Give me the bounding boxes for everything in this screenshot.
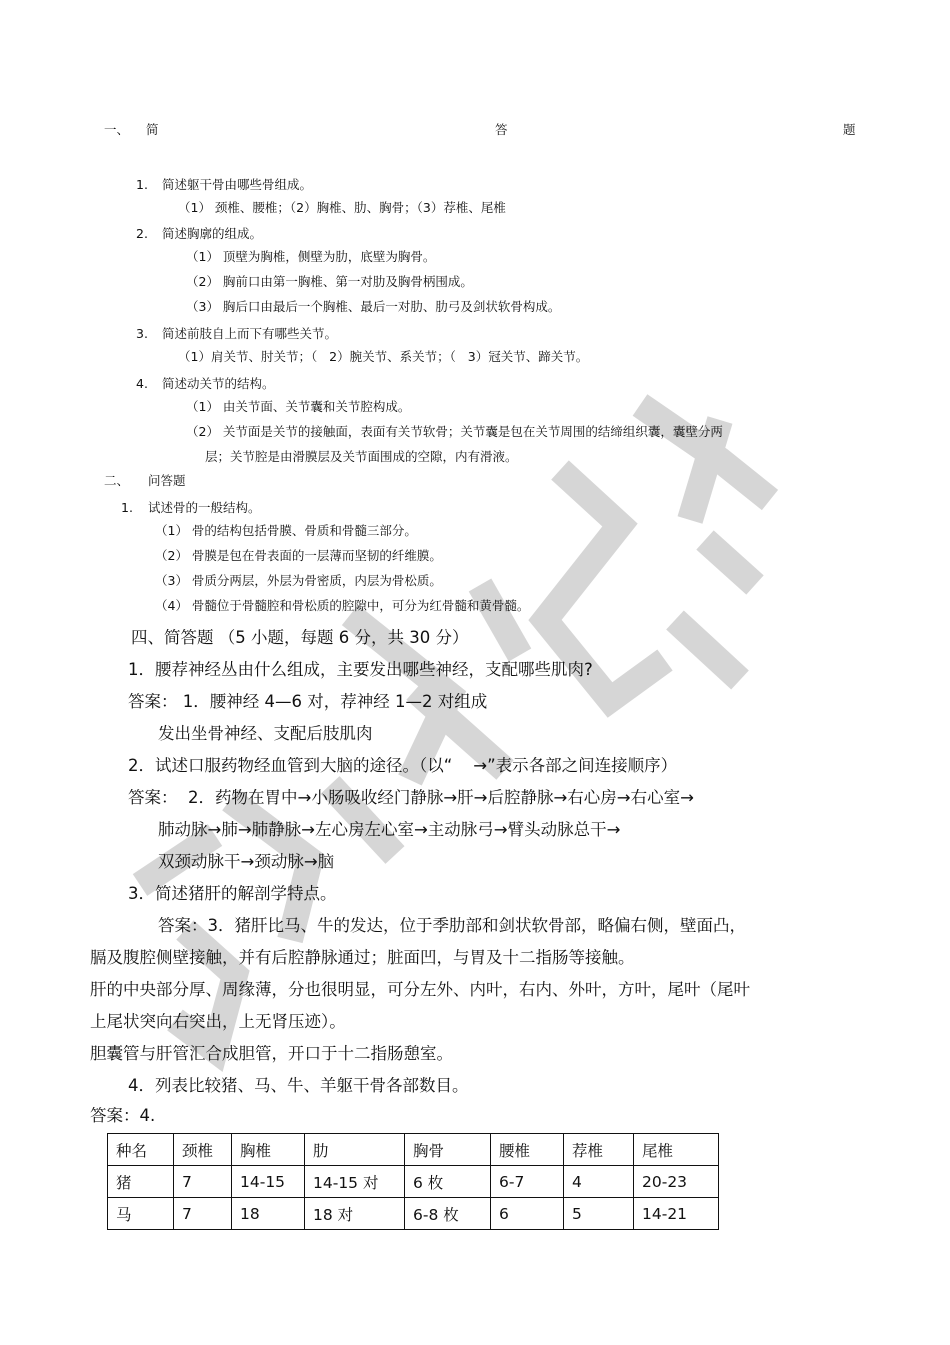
item-answer: （4） 骨髓位于骨髓腔和骨松质的腔隙中，可分为红骨髓和黄骨髓。 — [155, 598, 530, 613]
item-answer: （2） 关节面是关节的接触面，表面有关节软骨；关节囊是包在关节周围的结缔组织囊，囊壁分两 — [186, 424, 723, 439]
item-answer: （1） 由关节面、关节囊和关节腔构成。 — [186, 399, 411, 414]
answer-2-line-3: 双颈动脉干→颈动脉→脑 — [158, 852, 335, 871]
table-header-cell: 肋 — [305, 1134, 405, 1166]
section-1-title-char: 答 — [495, 122, 508, 137]
table-cell: 14-15 — [232, 1166, 305, 1198]
table-header-cell: 尾椎 — [634, 1134, 719, 1166]
table-header-cell: 胸骨 — [405, 1134, 491, 1166]
answer-4-label: 答案：4. — [90, 1106, 156, 1125]
item-number: 4. — [136, 376, 148, 391]
item-question: 简述胸廓的组成。 — [162, 226, 263, 241]
section-1-number: 一、 — [104, 122, 130, 137]
item-number: 1. — [136, 177, 148, 192]
section-1-title-char: 简 — [146, 122, 159, 137]
table-cell: 马 — [108, 1198, 174, 1230]
answer-3-line-3: 肝的中央部分厚、周缘薄，分也很明显，可分左外、内叶，右内、外叶，方叶，尾叶（尾叶 — [90, 980, 750, 999]
table-header-cell: 腰椎 — [491, 1134, 564, 1166]
table-row — [108, 1198, 719, 1230]
table-cell: 4 — [564, 1166, 634, 1198]
item-answer: （3） 胸后口由最后一个胸椎、最后一对肋、肋弓及剑状软骨构成。 — [186, 299, 561, 314]
section-2-number: 二、 — [104, 473, 130, 488]
answer-2-line-2: 肺动脉→肺→肺静脉→左心房左心室→主动脉弓→臂头动脉总干→ — [158, 820, 621, 839]
table-cell: 6-7 — [491, 1166, 564, 1198]
table-cell: 猪 — [108, 1166, 174, 1198]
question-2: 2．试述口服药物经血管到大脑的途径。（以“ →”表示各部之间连接顺序） — [128, 756, 678, 775]
table-cell: 14-21 — [634, 1198, 719, 1230]
section-2-title: 问答题 — [148, 473, 186, 488]
table-cell: 6 枚 — [405, 1166, 491, 1198]
answer-3-line-1: 答案：3．猪肝比马、牛的发达，位于季肋部和剑状软骨部，略偏右侧，壁面凸， — [158, 916, 746, 935]
table-header-cell: 颈椎 — [174, 1134, 232, 1166]
answer-3-line-4: 上尾状突向右突出，上无肾压迹）。 — [90, 1012, 346, 1031]
table-cell: 18 对 — [305, 1198, 405, 1230]
item-number: 3. — [136, 326, 148, 341]
table-header-row — [108, 1134, 719, 1166]
table-header-cell: 荐椎 — [564, 1134, 634, 1166]
answer-3-line-2: 膈及腹腔侧壁接触，并有后腔静脉通过；脏面凹，与胃及十二指肠等接触。 — [90, 948, 635, 967]
table-cell: 7 — [174, 1166, 232, 1198]
answer-1-line-1: 答案： 1．腰神经 4—6 对，荐神经 1—2 对组成 — [128, 692, 488, 711]
section-1-title-char: 题 — [843, 122, 856, 137]
item-question: 简述前肢自上而下有哪些关节。 — [162, 326, 338, 341]
item-answer: （2） 骨膜是包在骨表面的一层薄而坚韧的纤维膜。 — [155, 548, 442, 563]
table-row — [108, 1166, 719, 1198]
item-answer: （1） 骨的结构包括骨膜、骨质和骨髓三部分。 — [155, 523, 417, 538]
trunk-bone-table — [107, 1133, 719, 1230]
item-answer: （2） 胸前口由第一胸椎、第一对肋及胸骨柄围成。 — [186, 274, 473, 289]
item-answer: （1）肩关节、肘关节；（ 2）腕关节、系关节；（ 3）冠关节、蹄关节。 — [178, 349, 589, 364]
table-cell: 14-15 对 — [305, 1166, 405, 1198]
table-cell: 7 — [174, 1198, 232, 1230]
question-1: 1．腰荐神经丛由什么组成，主要发出哪些神经，支配哪些肌肉? — [128, 660, 593, 679]
section-4-title: 四、简答题 （5 小题，每题 6 分，共 30 分） — [131, 628, 469, 647]
item-number: 2. — [136, 226, 148, 241]
table-header-cell: 胸椎 — [232, 1134, 305, 1166]
table-cell: 6 — [491, 1198, 564, 1230]
item-answer: 层；关节腔是由滑膜层及关节面围成的空隙，内有滑液。 — [205, 449, 518, 464]
item-question: 简述躯干骨由哪些骨组成。 — [162, 177, 313, 192]
question-4: 4．列表比较猪、马、牛、羊躯干骨各部数目。 — [128, 1076, 469, 1095]
item-question: 简述动关节的结构。 — [162, 376, 275, 391]
answer-1-line-2: 发出坐骨神经、支配后肢肌肉 — [158, 724, 373, 743]
question-3: 3．简述猪肝的解剖学特点。 — [128, 884, 337, 903]
table-header-cell: 种名 — [108, 1134, 174, 1166]
table-cell: 18 — [232, 1198, 305, 1230]
item-number: 1. — [121, 500, 133, 515]
item-question: 试述骨的一般结构。 — [148, 500, 261, 515]
table-cell: 5 — [564, 1198, 634, 1230]
table-cell: 6-8 枚 — [405, 1198, 491, 1230]
item-answer: （1） 颈椎、腰椎；（2）胸椎、肋、胸骨；（3）荐椎、尾椎 — [178, 200, 506, 215]
table-cell: 20-23 — [634, 1166, 719, 1198]
answer-3-line-5: 胆囊管与肝管汇合成胆管，开口于十二指肠憩室。 — [90, 1044, 453, 1063]
answer-2-line-1: 答案： 2．药物在胃中→小肠吸收经门静脉→肝→后腔静脉→右心房→右心室→ — [128, 788, 694, 807]
item-answer: （3） 骨质分两层，外层为骨密质，内层为骨松质。 — [155, 573, 442, 588]
item-answer: （1） 顶壁为胸椎，侧壁为肋，底壁为胸骨。 — [186, 249, 436, 264]
